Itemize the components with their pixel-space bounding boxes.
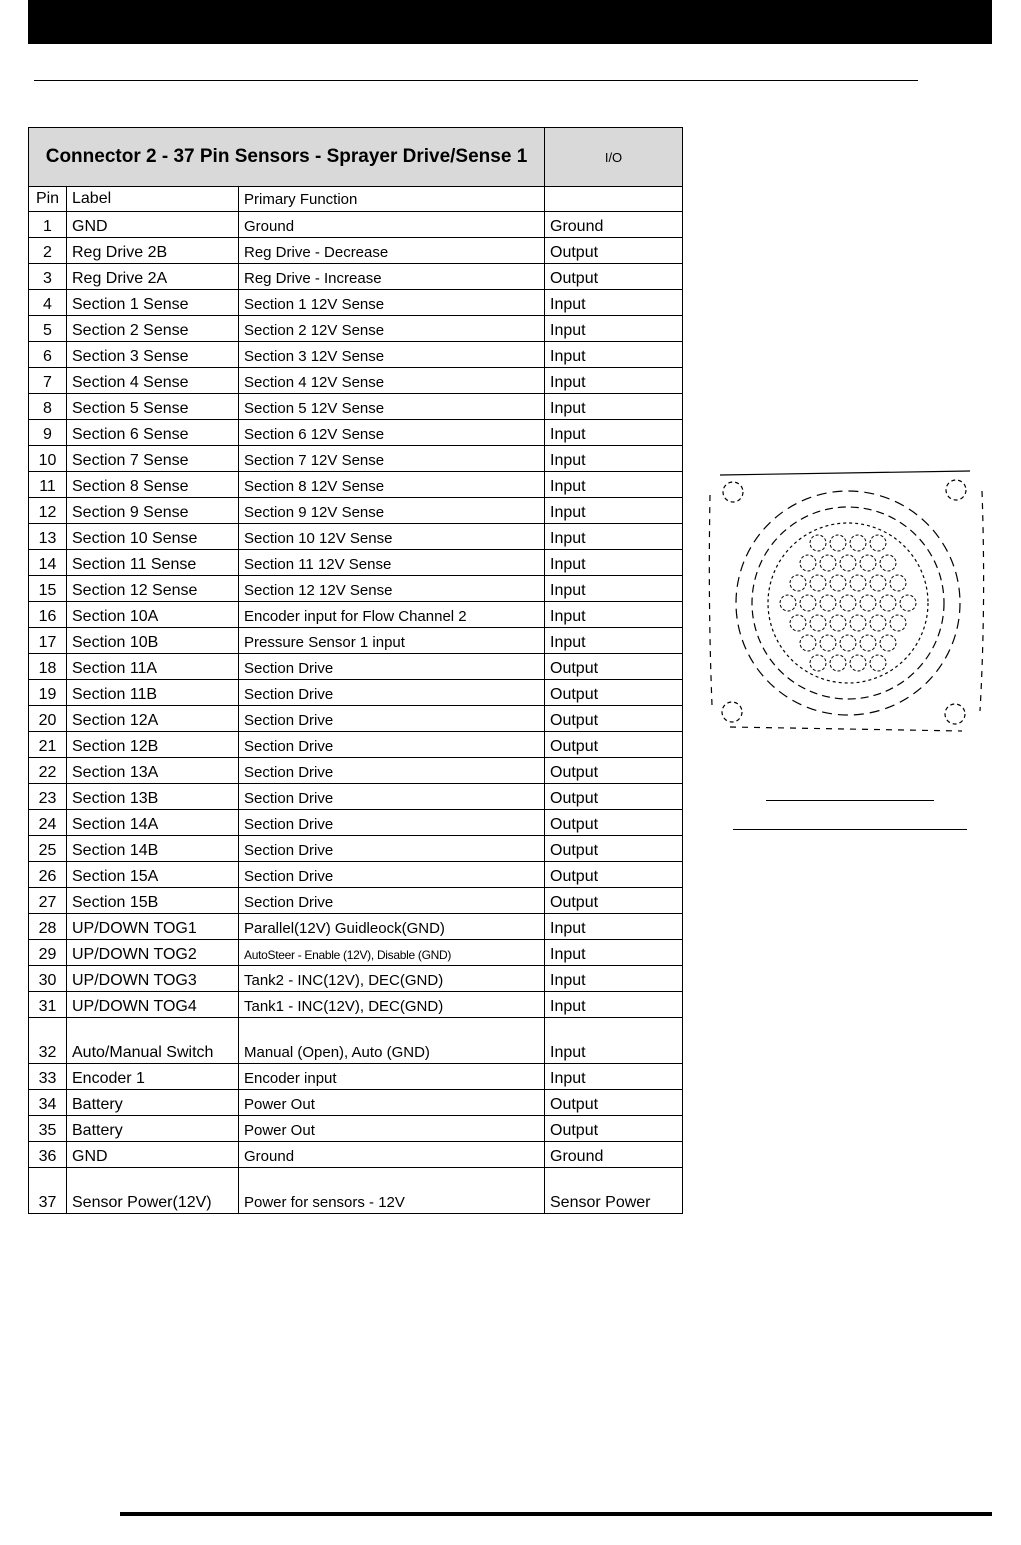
label-cell: Section 2 Sense (67, 316, 239, 342)
pin-socket (840, 635, 856, 651)
table-row (29, 810, 683, 836)
label-cell: UP/DOWN TOG3 (67, 966, 239, 992)
io-cell: Input (545, 628, 683, 654)
label-cell: Section 12B (67, 732, 239, 758)
function-cell: Encoder input for Flow Channel 2 (239, 602, 545, 628)
io-cell: Output (545, 758, 683, 784)
io-cell: Input (545, 420, 683, 446)
label-cell: Section 9 Sense (67, 498, 239, 524)
function-cell: Section Drive (239, 758, 545, 784)
pin-socket (870, 535, 886, 551)
label-cell: Battery (67, 1116, 239, 1142)
pin-socket (810, 655, 826, 671)
label-cell: Section 14B (67, 836, 239, 862)
label-cell: Section 11 Sense (67, 550, 239, 576)
table-row (29, 732, 683, 758)
function-cell: Power for sensors - 12V (239, 1168, 545, 1214)
function-cell: Section Drive (239, 836, 545, 862)
io-cell: Output (545, 784, 683, 810)
col-header-function: Primary Function (239, 187, 545, 212)
io-cell: Output (545, 706, 683, 732)
function-cell: Section 11 12V Sense (239, 550, 545, 576)
footer-divider (120, 1512, 992, 1516)
pin-cell: 14 (29, 550, 67, 576)
function-cell: Encoder input (239, 1064, 545, 1090)
pin-socket (820, 555, 836, 571)
label-cell: Section 13A (67, 758, 239, 784)
col-header-pin: Pin (29, 187, 67, 212)
table-row (29, 498, 683, 524)
pin-socket (850, 575, 866, 591)
table-row (29, 784, 683, 810)
io-cell: Output (545, 810, 683, 836)
function-cell: Manual (Open), Auto (GND) (239, 1018, 545, 1064)
table-row (29, 420, 683, 446)
table-row (29, 316, 683, 342)
pinout-table (28, 127, 683, 1214)
mounting-flange-top (720, 471, 970, 475)
pin-cell: 8 (29, 394, 67, 420)
table-row (29, 472, 683, 498)
io-cell: Input (545, 524, 683, 550)
pin-cell: 2 (29, 238, 67, 264)
table-row (29, 628, 683, 654)
label-cell: Reg Drive 2A (67, 264, 239, 290)
label-cell: Section 4 Sense (67, 368, 239, 394)
label-cell: UP/DOWN TOG2 (67, 940, 239, 966)
table-row (29, 1168, 683, 1214)
pin-cell: 36 (29, 1142, 67, 1168)
mount-hole-bottom-right (945, 704, 965, 724)
figure-caption-line-2 (733, 829, 967, 830)
pin-socket (840, 595, 856, 611)
pin-cell: 30 (29, 966, 67, 992)
table-row (29, 888, 683, 914)
pin-cell: 22 (29, 758, 67, 784)
io-cell: Input (545, 368, 683, 394)
pin-socket (830, 535, 846, 551)
label-cell: Section 12 Sense (67, 576, 239, 602)
pin-cell: 31 (29, 992, 67, 1018)
pin-cell: 6 (29, 342, 67, 368)
io-cell: Input (545, 394, 683, 420)
io-cell: Input (545, 472, 683, 498)
pin-cell: 37 (29, 1168, 67, 1214)
table-row (29, 576, 683, 602)
mounting-flange-left (709, 495, 712, 705)
table-row (29, 264, 683, 290)
function-cell: Section Drive (239, 862, 545, 888)
label-cell: Reg Drive 2B (67, 238, 239, 264)
function-cell: Section 4 12V Sense (239, 368, 545, 394)
table-row (29, 758, 683, 784)
pin-cell: 1 (29, 212, 67, 238)
function-cell: Section Drive (239, 784, 545, 810)
io-cell: Input (545, 498, 683, 524)
label-cell: Section 10A (67, 602, 239, 628)
label-cell: Section 11A (67, 654, 239, 680)
pin-socket (810, 615, 826, 631)
pin-cell: 18 (29, 654, 67, 680)
pin-cell: 11 (29, 472, 67, 498)
label-cell: Encoder 1 (67, 1064, 239, 1090)
pin-socket (880, 635, 896, 651)
pin-cell: 26 (29, 862, 67, 888)
col-header-io (545, 187, 683, 212)
label-cell: Section 7 Sense (67, 446, 239, 472)
function-cell: Pressure Sensor 1 input (239, 628, 545, 654)
io-cell: Input (545, 1064, 683, 1090)
pin-socket (830, 615, 846, 631)
io-cell: Input (545, 316, 683, 342)
pin-cell: 23 (29, 784, 67, 810)
pin-socket (860, 635, 876, 651)
label-cell: GND (67, 212, 239, 238)
table-row (29, 992, 683, 1018)
pin-socket (870, 655, 886, 671)
connector-outer-ring (736, 491, 960, 715)
function-cell: Parallel(12V) Guidleock(GND) (239, 914, 545, 940)
table-row (29, 524, 683, 550)
pin-cell: 28 (29, 914, 67, 940)
function-cell: Section 12 12V Sense (239, 576, 545, 602)
function-cell: Section 5 12V Sense (239, 394, 545, 420)
function-cell: Section Drive (239, 732, 545, 758)
pin-cell: 9 (29, 420, 67, 446)
pin-socket (790, 615, 806, 631)
io-cell: Input (545, 290, 683, 316)
pin-cell: 35 (29, 1116, 67, 1142)
pin-socket (830, 655, 846, 671)
function-cell: Section Drive (239, 680, 545, 706)
label-cell: UP/DOWN TOG4 (67, 992, 239, 1018)
label-cell: Section 11B (67, 680, 239, 706)
function-cell: Section 10 12V Sense (239, 524, 545, 550)
pin-socket (880, 555, 896, 571)
pin-socket (830, 575, 846, 591)
function-cell: Section Drive (239, 888, 545, 914)
function-cell: Ground (239, 212, 545, 238)
function-cell: Tank2 - INC(12V), DEC(GND) (239, 966, 545, 992)
pin-sockets (780, 535, 916, 671)
table-row (29, 212, 683, 238)
io-cell: Output (545, 238, 683, 264)
label-cell: Section 15B (67, 888, 239, 914)
function-cell: Section Drive (239, 706, 545, 732)
function-cell: Section 7 12V Sense (239, 446, 545, 472)
function-cell: Section 3 12V Sense (239, 342, 545, 368)
io-cell: Output (545, 264, 683, 290)
io-cell: Output (545, 732, 683, 758)
table-row (29, 238, 683, 264)
pin-cell: 24 (29, 810, 67, 836)
pin-socket (860, 555, 876, 571)
mounting-flange-bottom (730, 727, 962, 731)
table-row (29, 966, 683, 992)
io-cell: Output (545, 1116, 683, 1142)
pin-cell: 27 (29, 888, 67, 914)
pin-cell: 34 (29, 1090, 67, 1116)
label-cell: Section 12A (67, 706, 239, 732)
io-cell: Input (545, 914, 683, 940)
io-cell: Output (545, 888, 683, 914)
table-row (29, 862, 683, 888)
io-cell: Input (545, 966, 683, 992)
pin-cell: 13 (29, 524, 67, 550)
label-cell: Section 5 Sense (67, 394, 239, 420)
pin-socket (850, 535, 866, 551)
pin-cell: 5 (29, 316, 67, 342)
figure-caption-line-1 (766, 800, 934, 801)
label-cell: Section 1 Sense (67, 290, 239, 316)
pin-socket (800, 635, 816, 651)
function-cell: Power Out (239, 1090, 545, 1116)
pin-socket (800, 555, 816, 571)
table-row (29, 940, 683, 966)
table-row (29, 914, 683, 940)
pin-cell: 17 (29, 628, 67, 654)
mount-hole-top-right (946, 480, 966, 500)
pin-cell: 16 (29, 602, 67, 628)
function-cell: AutoSteer - Enable (12V), Disable (GND) (239, 940, 545, 966)
label-cell: Sensor Power(12V) (67, 1168, 239, 1214)
pin-cell: 10 (29, 446, 67, 472)
label-cell: Section 15A (67, 862, 239, 888)
io-cell: Input (545, 940, 683, 966)
mount-hole-top-left (723, 482, 743, 502)
connector-inner-ring (752, 507, 944, 699)
pin-socket (870, 575, 886, 591)
pin-socket (870, 615, 886, 631)
pin-cell: 12 (29, 498, 67, 524)
pin-socket (810, 535, 826, 551)
table-row (29, 706, 683, 732)
function-cell: Tank1 - INC(12V), DEC(GND) (239, 992, 545, 1018)
label-cell: Section 10B (67, 628, 239, 654)
pin-cell: 19 (29, 680, 67, 706)
function-cell: Power Out (239, 1116, 545, 1142)
label-cell: Section 3 Sense (67, 342, 239, 368)
io-cell: Input (545, 342, 683, 368)
io-cell: Input (545, 550, 683, 576)
io-cell: Input (545, 1018, 683, 1064)
table-row (29, 550, 683, 576)
io-header: I/O (545, 128, 683, 187)
io-cell: Ground (545, 1142, 683, 1168)
pin-cell: 21 (29, 732, 67, 758)
function-cell: Ground (239, 1142, 545, 1168)
connector-diagram (700, 455, 994, 747)
pin-cell: 3 (29, 264, 67, 290)
table-row (29, 290, 683, 316)
function-cell: Section 2 12V Sense (239, 316, 545, 342)
pin-rows (29, 212, 683, 1214)
table-row (29, 1018, 683, 1064)
io-cell: Input (545, 576, 683, 602)
io-cell: Output (545, 680, 683, 706)
io-cell: Output (545, 836, 683, 862)
io-cell: Output (545, 1090, 683, 1116)
pin-socket (820, 595, 836, 611)
table-row (29, 602, 683, 628)
io-cell: Input (545, 992, 683, 1018)
mount-hole-bottom-left (722, 702, 742, 722)
label-cell: Section 14A (67, 810, 239, 836)
function-cell: Section Drive (239, 654, 545, 680)
table-row (29, 1116, 683, 1142)
pin-cell: 33 (29, 1064, 67, 1090)
table-row (29, 1064, 683, 1090)
function-cell: Section 6 12V Sense (239, 420, 545, 446)
table-row (29, 836, 683, 862)
label-cell: Section 13B (67, 784, 239, 810)
io-cell: Output (545, 862, 683, 888)
pin-socket (790, 575, 806, 591)
pin-socket (900, 595, 916, 611)
label-cell: Section 8 Sense (67, 472, 239, 498)
pin-socket (890, 615, 906, 631)
io-cell: Output (545, 654, 683, 680)
table-row (29, 394, 683, 420)
pin-cell: 4 (29, 290, 67, 316)
table-row (29, 1090, 683, 1116)
pin-cell: 15 (29, 576, 67, 602)
io-cell: Input (545, 602, 683, 628)
pin-socket (840, 555, 856, 571)
pin-cell: 20 (29, 706, 67, 732)
function-cell: Section 1 12V Sense (239, 290, 545, 316)
io-cell: Input (545, 446, 683, 472)
pin-socket (820, 635, 836, 651)
label-cell: Section 10 Sense (67, 524, 239, 550)
table-title: Connector 2 - 37 Pin Sensors - Sprayer Drive/Sense 1 (29, 128, 545, 187)
connector-insert (768, 523, 928, 683)
table-row (29, 368, 683, 394)
pin-socket (850, 655, 866, 671)
col-header-label: Label (67, 187, 239, 212)
function-cell: Section 9 12V Sense (239, 498, 545, 524)
pin-socket (880, 595, 896, 611)
pin-cell: 25 (29, 836, 67, 862)
label-cell: UP/DOWN TOG1 (67, 914, 239, 940)
pin-cell: 29 (29, 940, 67, 966)
table-row (29, 654, 683, 680)
function-cell: Section 8 12V Sense (239, 472, 545, 498)
table-row (29, 680, 683, 706)
pin-socket (810, 575, 826, 591)
io-cell: Ground (545, 212, 683, 238)
pin-socket (800, 595, 816, 611)
mounting-flange-right (980, 491, 984, 711)
function-cell: Reg Drive - Increase (239, 264, 545, 290)
label-cell: Auto/Manual Switch (67, 1018, 239, 1064)
table-row (29, 446, 683, 472)
pin-socket (860, 595, 876, 611)
label-cell: Battery (67, 1090, 239, 1116)
io-cell: Sensor Power (545, 1168, 683, 1214)
pin-socket (780, 595, 796, 611)
page-header-bar (28, 0, 992, 44)
pin-cell: 7 (29, 368, 67, 394)
pin-socket (890, 575, 906, 591)
label-cell: Section 6 Sense (67, 420, 239, 446)
pin-cell: 32 (29, 1018, 67, 1064)
function-cell: Reg Drive - Decrease (239, 238, 545, 264)
label-cell: GND (67, 1142, 239, 1168)
table-row (29, 1142, 683, 1168)
table-row (29, 342, 683, 368)
function-cell: Section Drive (239, 810, 545, 836)
pin-socket (850, 615, 866, 631)
header-divider (34, 80, 918, 81)
